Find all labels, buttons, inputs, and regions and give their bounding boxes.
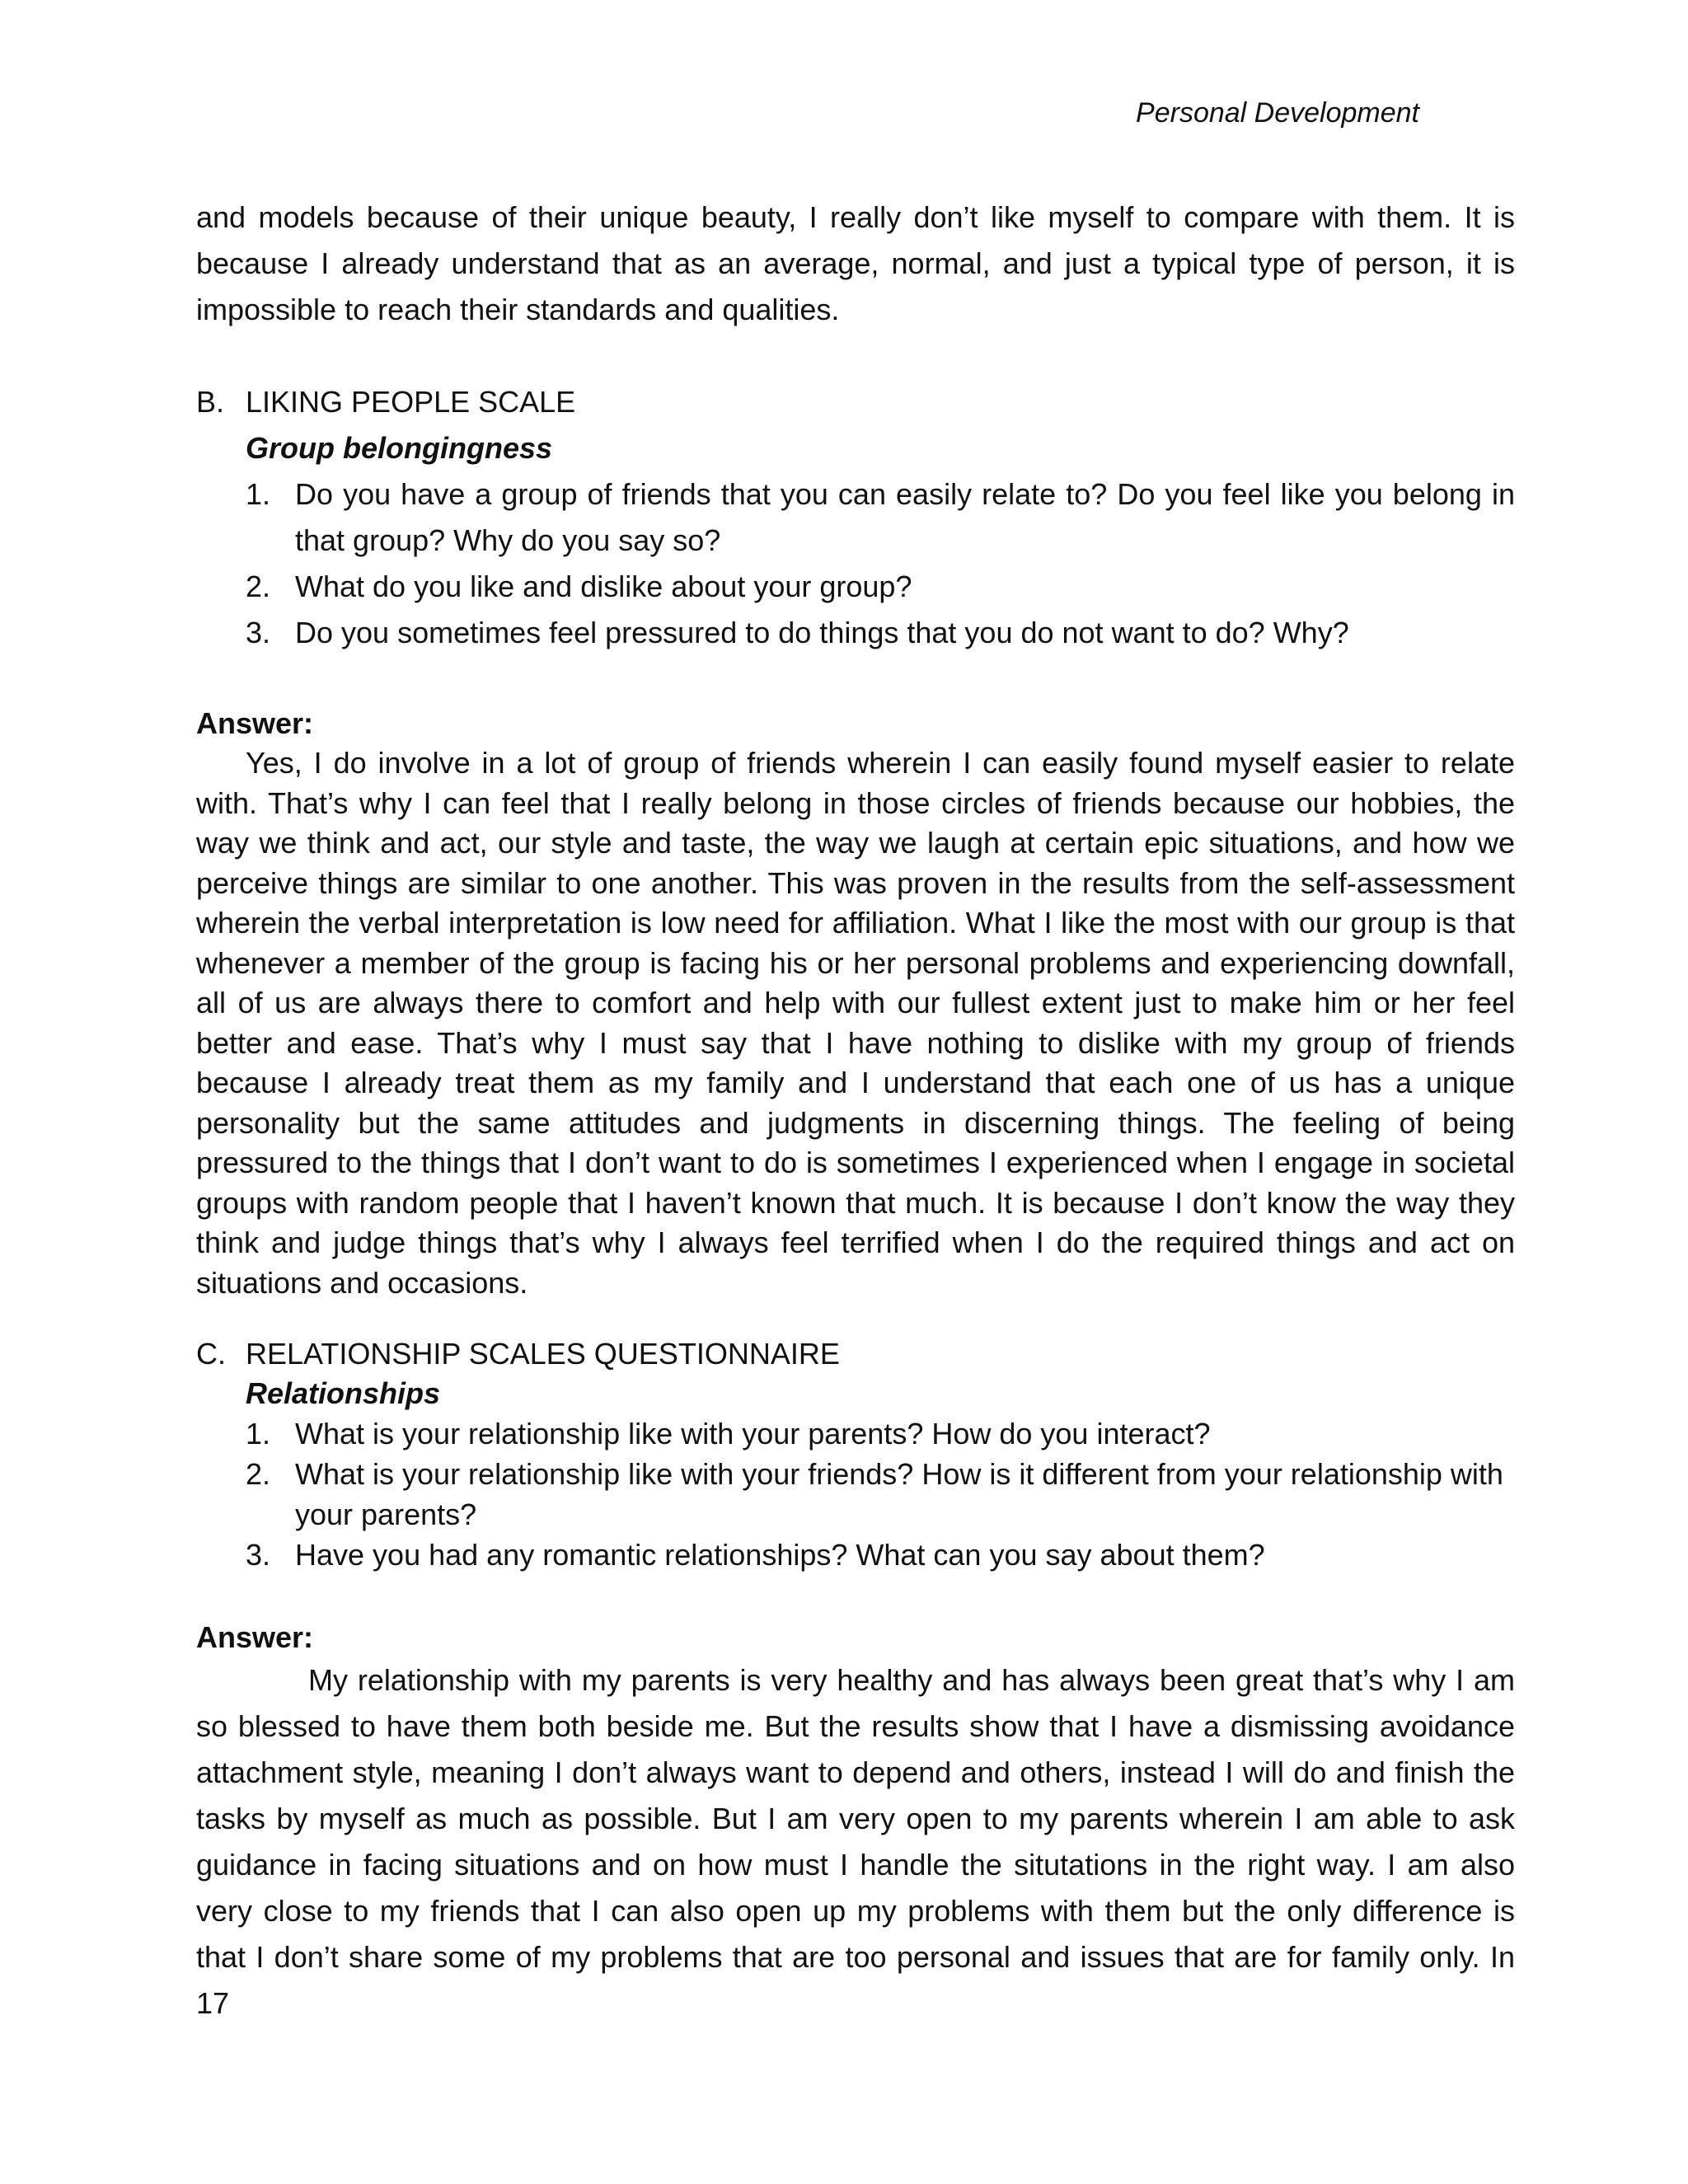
section-c-questions xyxy=(196,1413,1515,1575)
section-b-questions xyxy=(196,471,1515,656)
question-number: 1. xyxy=(246,477,271,511)
section-b-letter: B. xyxy=(196,385,225,419)
section-c-title: RELATIONSHIP SCALES QUESTIONNAIRE xyxy=(246,1337,840,1371)
section-c-heading xyxy=(196,1334,1515,1374)
section-b-subtitle: Group belongingness xyxy=(246,431,553,465)
list-item xyxy=(196,1535,1515,1575)
question-text: What do you like and dislike about your group? xyxy=(295,569,912,603)
section-c-answer: My relationship with my parents is very healthy and has always been great that’s why I am so blessed to have them both beside me. But the results show that I have a dismissing avoidance attachment style, meaning I don’t always want to depend and others, instead I will do and finish the tasks by myself as much as possible. But I am very open to my parents wherein I am able to ask guidance in facing situations and on how must I handle the situtations in the right way. I am also very close to my friends that I can also open up my problems with them but the only difference is that I don’t share some of my problems that are too personal and issues that are for family only. In 17 xyxy=(196,1663,1515,2020)
list-item xyxy=(196,471,1515,564)
list-item xyxy=(196,610,1515,656)
list-item xyxy=(196,564,1515,610)
question-text: Do you sometimes feel pressured to do things that you do not want to do? Why? xyxy=(295,616,1349,649)
section-b-answer: Yes, I do involve in a lot of group of friends wherein I can easily found myself easier to relate with. That’s why I can feel that I really belong in those circles of friends because our hobbies, the way we think and act, our style and taste, the way we laugh at certain epic situations, and how we perceive things are similar to one another. This was proven in the results from the self-assessment wherein the verbal interpretation is low need for affiliation. What I like the most with our group is that whenever a member of the group is facing his or her personal problems and experiencing downfall, all of us are always there to comfort and help with our fullest extent just to make him or her feel better and ease. That’s why I must say that I have nothing to dislike with my group of friends because I already treat them as my family and I understand that each one of us has a unique personality but the same attitudes and judgments in discerning things. The feeling of being pressured to the things that I don’t want to do is sometimes I experienced when I engage in societal groups with random people that I haven’t known that much. It is because I don’t know the way they think and judge things that’s why I always feel terrified when I do the required things and act on situations and occasions. xyxy=(196,746,1515,1300)
section-c-subtitle: Relationships xyxy=(246,1376,441,1410)
list-item xyxy=(196,1413,1515,1454)
intro-paragraph: and models because of their unique beauty, I really don’t like myself to compare with them. It is because I already understand that as an average, normal, and just a typical type of person, it is impossible to reach their standards and qualities. xyxy=(196,200,1515,326)
section-b-answer-label: Answer: xyxy=(196,706,314,740)
section-c-letter: C. xyxy=(196,1337,226,1371)
question-number: 3. xyxy=(246,616,271,649)
question-number: 2. xyxy=(246,1457,271,1491)
question-text: Have you had any romantic relationships? What can you say about them? xyxy=(295,1538,1265,1572)
section-b-heading xyxy=(196,379,1515,425)
question-text: What is your relationship like with your parents? How do you interact? xyxy=(295,1417,1211,1451)
question-number: 1. xyxy=(246,1417,271,1451)
question-text: Do you have a group of friends that you can easily relate to? Do you feel like you belong in that group? Why do you say so? xyxy=(295,477,1515,557)
question-number: 3. xyxy=(246,1538,271,1572)
list-item xyxy=(196,1454,1515,1535)
section-b-title: LIKING PEOPLE SCALE xyxy=(246,385,576,419)
question-text: What is your relationship like with your friends? How is it different from your relationship with your parents? xyxy=(295,1457,1503,1531)
section-c-answer-label: Answer: xyxy=(196,1620,314,1654)
running-header: Personal Development xyxy=(1136,97,1419,129)
question-number: 2. xyxy=(246,569,271,603)
page-content xyxy=(196,194,1515,2027)
